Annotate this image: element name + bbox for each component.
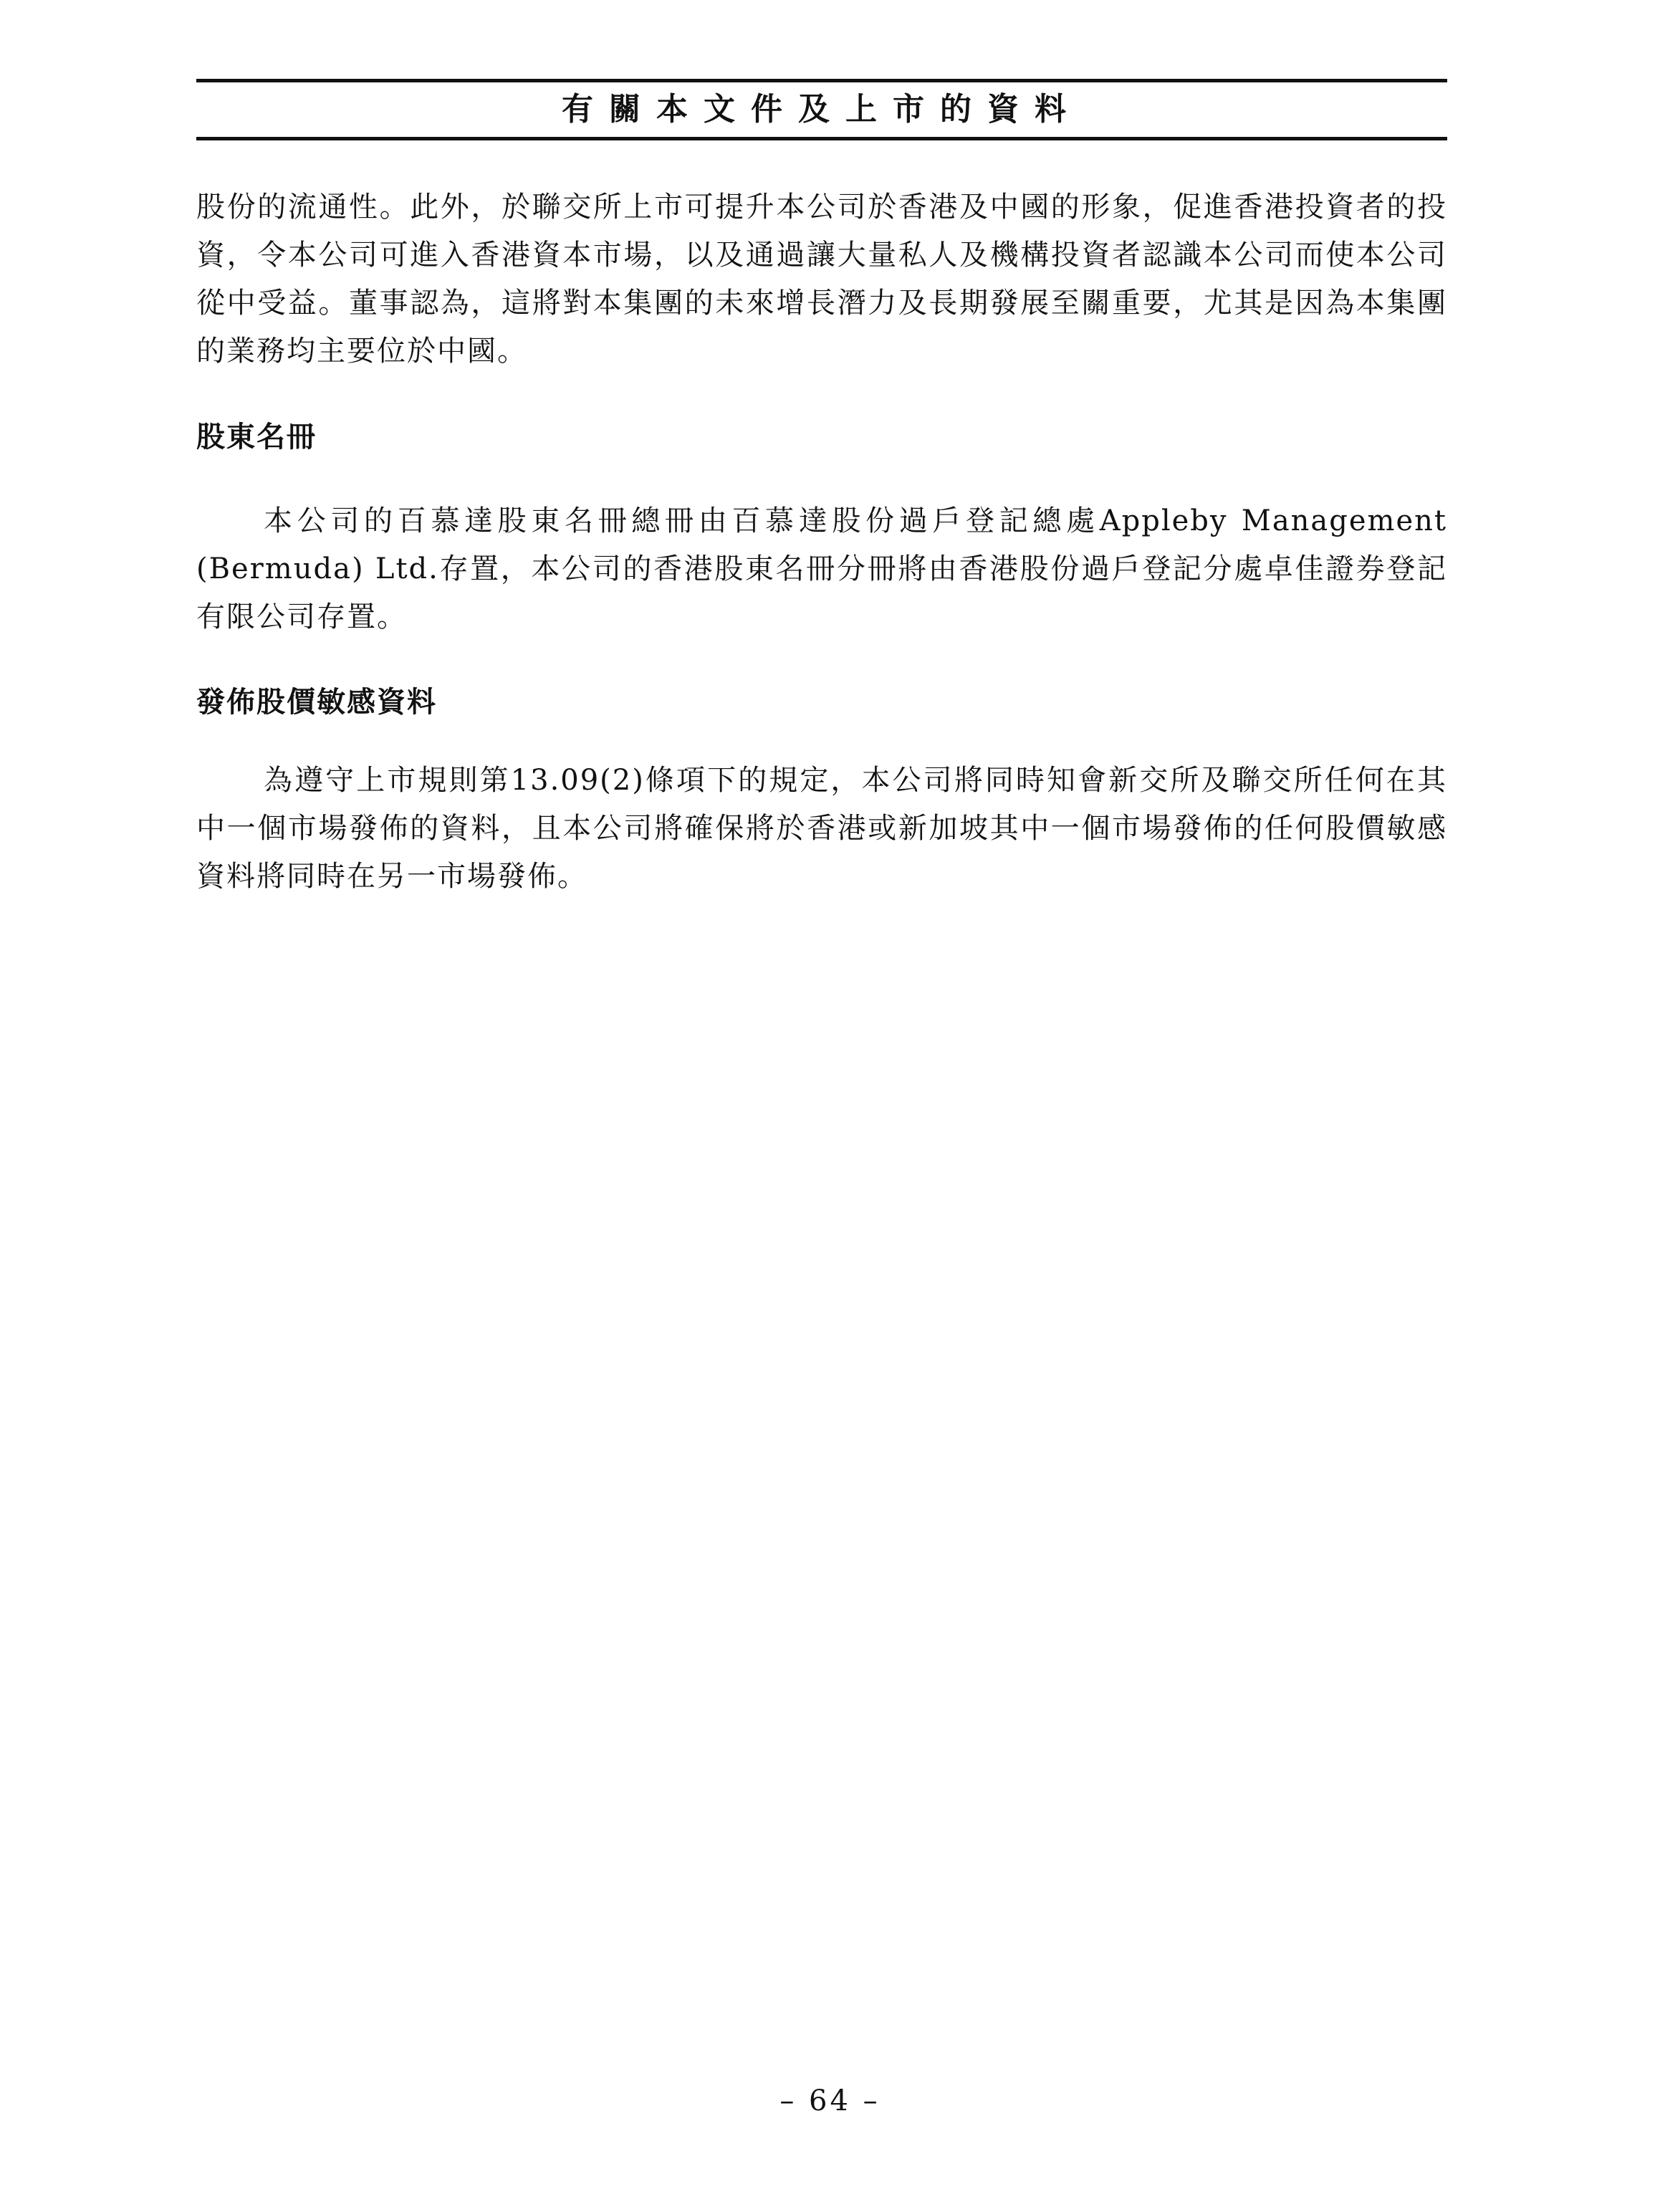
share-register-paragraph: 本公司的百慕達股東名冊總冊由百慕達股份過戶登記總處Appleby Management (Bermuda) Ltd.存置，本公司的香港股東名冊分冊將由香港股份過戶登記分處卓佳證券登記有限公司存置。 — [196, 504, 1447, 633]
header-bottom-rule — [196, 137, 1447, 140]
page-number: – 64 – — [779, 2084, 881, 2117]
price-sensitive-info-paragraph: 為遵守上市規則第13.09(2)條項下的規定，本公司將同時知會新交所及聯交所任何在其中一個市場發佈的資料，且本公司將確保將於香港或新加坡其中一個市場發佈的任何股價敏感資料將同時在另一市場發佈。 — [196, 764, 1447, 893]
intro-paragraph: 股份的流通性。此外，於聯交所上市可提升本公司於香港及中國的形象，促進香港投資者的投資，令本公司可進入香港資本市場，以及通過讓大量私人及機構投資者認識本公司而使本公司從中受益。董事認為，這將對本集團的未來增長潛力及長期發展至關重要，尤其是因為本集團的業務均主要位於中國。 — [196, 191, 1447, 368]
section-heading-price-sensitive-info: 發佈股價敏感資料 — [196, 685, 437, 719]
running-header-title: 有關本文件及上市的資料 — [562, 91, 1082, 128]
header-top-rule — [196, 79, 1447, 82]
section-heading-share-register: 股東名冊 — [196, 420, 317, 454]
